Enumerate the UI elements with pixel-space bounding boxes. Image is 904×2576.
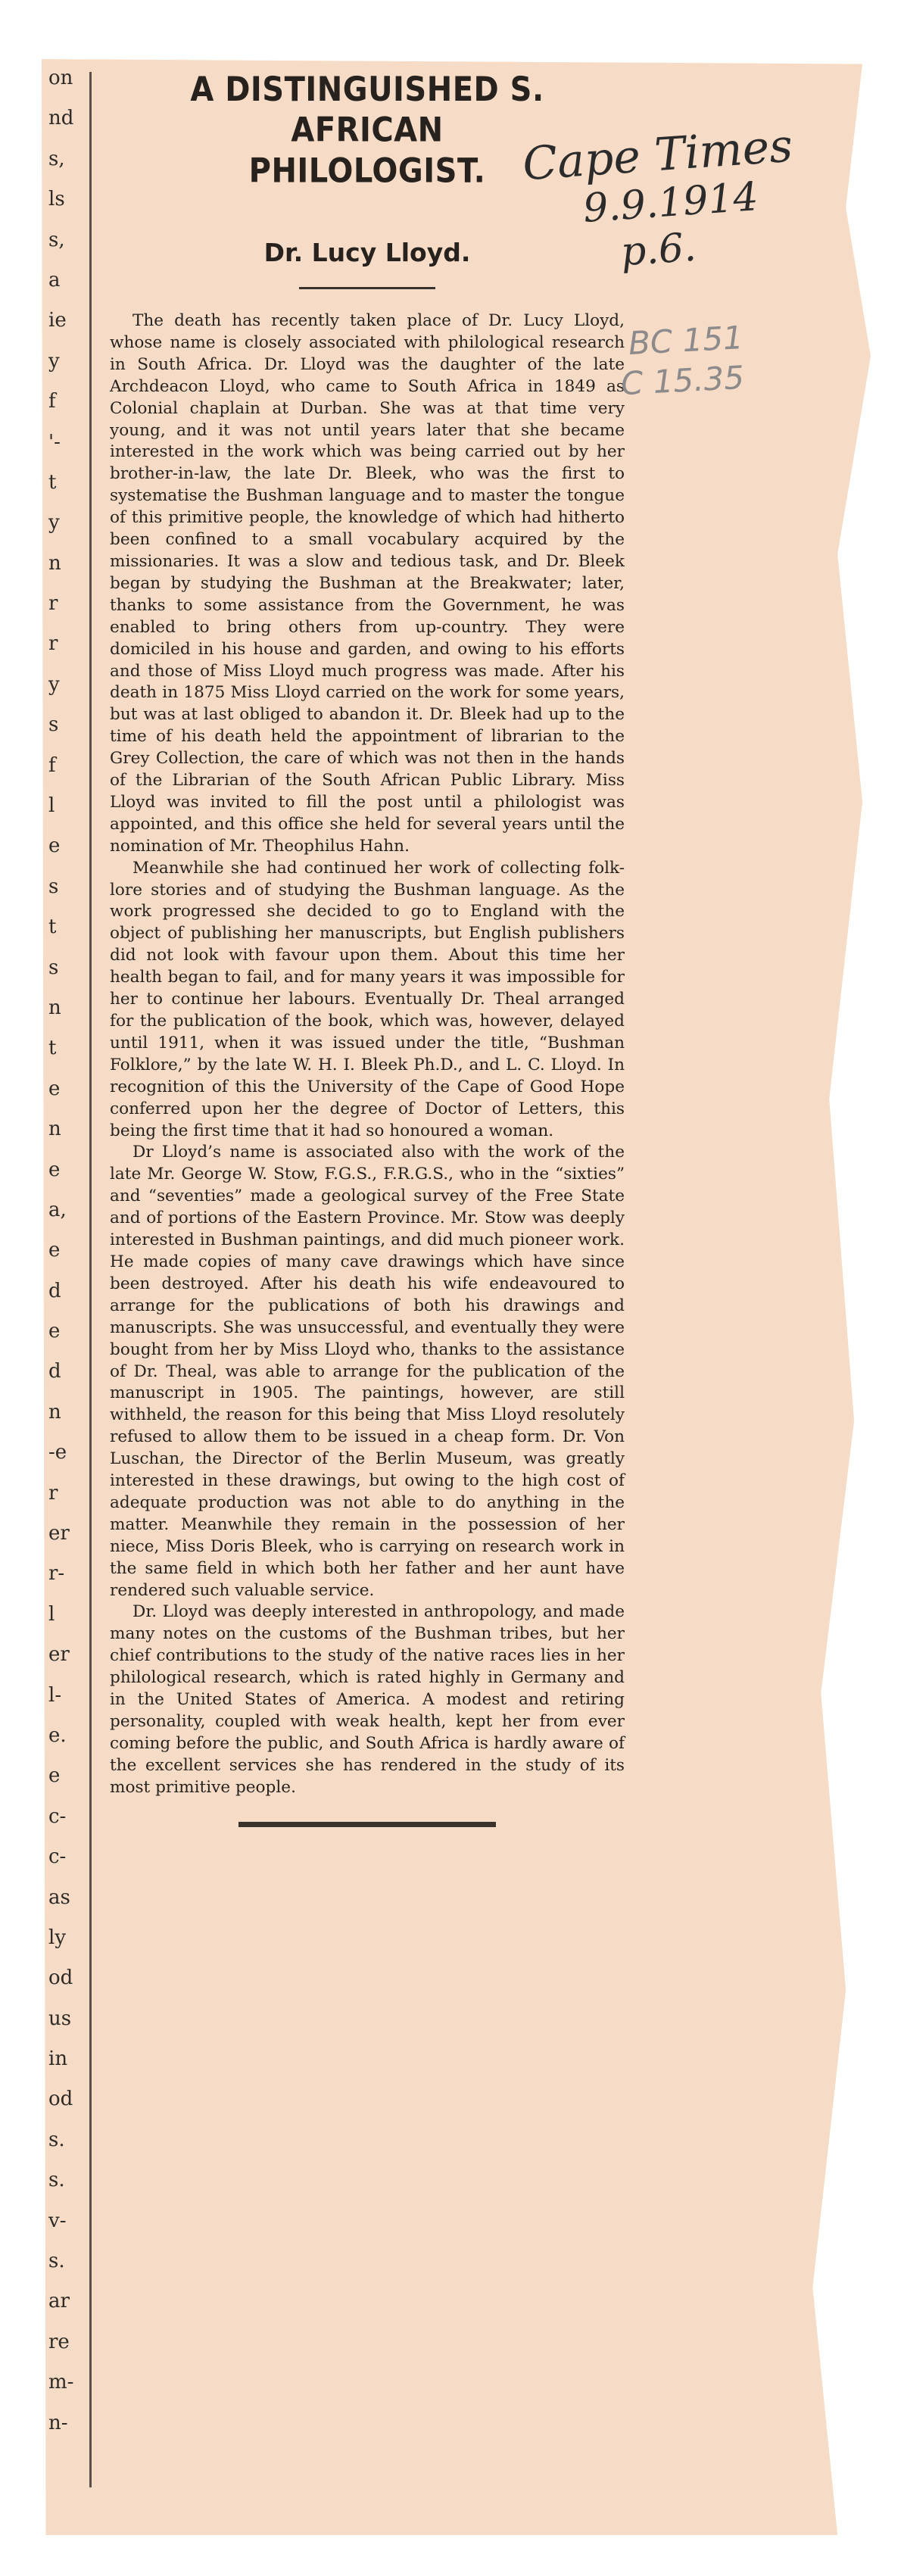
left-column-fragment: l- [48,1683,62,1707]
left-column-fragment: in [48,2047,68,2071]
left-column-fragment: f [48,390,56,413]
left-column-fragment: s. [48,2250,65,2273]
left-column-fragment: e [48,1764,61,1788]
left-column-fragment: n [48,996,61,1019]
left-column-fragment: e [48,1239,61,1262]
left-column-fragment: e [48,1320,61,1343]
left-column-fragment: s [48,956,59,979]
paragraph: Dr Lloyd’s name is associated also with the work of the late Mr. George W. Stow, F.G.S., F.R.G.S., who in the “sixties” and “seventies” made a geological survey of the Free State and of portions of the Eastern Province. Mr. Stow was deeply interested in Bushman paintings, and did much pioneer work. He made copies of many cave drawings which have since been destroyed. After his death his wife endeavoured to arrange for the publications of both his drawings and manuscripts. She was unsuccessful, and eventually they were bought from her by Miss Lloyd who, thanks to the assistance of Dr. Theal, was able to arrange for the publication of the manuscript in 1905. The paintings, however, are still withheld, the reason for this being that Miss Lloyd resolutely refused to allow them to be issued in a cheap form. Dr. Von Luschan, the Director of the Berlin Museum, was greatly interested in these drawings, but owing to the high cost of adequate production was not able to do anything in the matter. Meanwhile they remain in the possession of her niece, Miss Doris Bleek, who is carrying on research work in the same field in which both her father and her aunt have rendered such valuable service. [110,1143,625,1600]
left-column-fragment: a [48,268,61,292]
left-column-fragment: f [48,753,56,777]
left-column-fragment: r [48,592,58,616]
left-column-fragment: d [48,1360,61,1383]
left-column-fragment: a, [48,1198,67,1221]
left-column-fragment: e [48,1077,61,1100]
byline: Dr. Lucy Lloyd. [263,238,471,267]
left-column-fragment: s. [48,2169,65,2192]
left-column-fragment: t [48,470,57,494]
left-column-fragment: ls [48,188,65,211]
byline-rule [299,287,435,289]
left-column-fragment: ar [48,2290,70,2313]
left-column-fragment: l [48,794,55,818]
paragraph: Meanwhile she had continued her work of collecting folk-lore stories and of studying the Bushman language. As the work progressed she decided to go to England with the object of publishing her manuscripts, but English publishers did not look with favour upon them. About this time her health began to fail, and for many years it was impossible for her to continue her labours. Eventually Dr. Theal arranged for the publication of the book, which was, however, delayed until 1911, when it was issued under the title, “Bushman Folklore,” by the late W. H. I. Bleek Ph.D., and L. C. Lloyd. In recognition of this the University of the Cape of Good Hope conferred upon her the degree of Doctor of Letters, this being the first time that it had so honoured a woman. [110,858,625,1140]
pencil-reference-1: BC 151 [627,319,744,362]
left-column-fragment: s, [48,228,65,251]
headline-line-1: A DISTINGUISHED S. AFRICAN [190,70,544,150]
headline-line-2: PHILOLOGIST. [248,151,486,191]
left-column-fragment: n [48,551,61,575]
left-column-fragment: m- [48,2371,74,2394]
left-column-fragment: s [48,713,59,737]
left-column-fragment: as [48,1885,70,1909]
left-column-fragment: nd [48,107,74,130]
left-column-fragment: c- [48,1845,67,1869]
left-column-fragment: us [48,2007,72,2030]
left-column-fragment: t [48,915,57,939]
left-column-fragment: d [48,1279,61,1302]
handwritten-page: p.6. [619,224,698,276]
handwritten-date: 9.9.1914 [581,173,760,232]
end-rule [238,1822,496,1827]
pencil-reference-2: C 15.35 [619,358,746,403]
left-column-fragment: od [48,2088,73,2111]
left-column-fragment: er [48,1643,70,1667]
left-column-fragment: -e [48,1441,67,1464]
left-column-fragment: e. [48,1723,67,1747]
article [110,70,625,1827]
left-column-fragment: od [48,1966,73,1990]
left-column-fragment: c- [48,1804,67,1828]
paragraph: Dr. Lloyd was deeply interested in anthropology, and made many notes on the customs of the Bushman tribes, but her chief contributions to the study of the native races lies in her philological research, which is rated highly in Germany and in the United States of America. A modest and retiring personality, coupled with weak health, kept her from ever coming before the public, and South Africa is hardly aware of the excellent services she has rendered in the study of its most primitive people. [110,1602,625,1797]
left-column-fragment: ie [48,309,67,332]
left-column-fragment: e [48,834,61,858]
left-column-fragment: r [48,1481,58,1505]
left-column-fragment: n- [48,2411,68,2434]
left-column-fragment: t [48,1037,57,1060]
left-column-fragment: r- [48,1562,65,1586]
left-column-fragment: y [48,511,60,535]
left-column-fragment: y [48,672,60,696]
left-column-fragment: s, [48,147,65,170]
left-column-fragment: er [48,1522,70,1545]
left-column-fragments [45,59,85,2482]
left-column-fragment: y [48,349,60,373]
left-column-fragment: r [48,632,58,656]
left-column-fragment: '- [48,430,61,454]
left-column-fragment: n [48,1118,61,1141]
left-column-fragment: on [48,67,73,89]
left-column-fragment: re [48,2330,70,2353]
paragraph: The death has recently taken place of Dr. Lucy Lloyd, whose name is closely associated with philological research in South Africa. Dr. Lloyd was the daughter of the late Archdeacon Lloyd, who came to South Africa in 1849 as Colonial chaplain at Durban. She was at that time very young, and it was not until years later that she became interested in the work which was being carried out by her brother-in-law, the late Dr. Bleek, who was the first to systematise the Bushman language and to master the tongue of this primitive people, the knowledge of which had hitherto been confined to a small vocabulary acquired by the missionaries. It was a slow and tedious task, and Dr. Bleek began by studying the Bushman at the Breakwater; later, thanks to some assistance from the Government, he was enabled to bring others from up-country. They were domiciled in his house and garden, and owing to his efforts and those of Miss Lloyd much progress was made. After his death in 1875 Miss Lloyd carried on the work for some years, but was at last obliged to abandon it. Dr. Bleek had up to the time of his death held the appointment of librarian to the Grey Collection, the care of which was not then in the hands of the Librarian of the South African Public Library. Miss Lloyd was invited to fill the post until a philologist was appointed, and this office she held for several years until the nomination of Mr. Theophilus Hahn. [110,311,625,856]
left-column-fragment: s. [48,2128,65,2151]
left-column-fragment: l [48,1602,55,1626]
left-column-fragment: s [48,875,59,898]
left-column-fragment: n [48,1400,61,1424]
left-column-fragment: ly [48,1926,67,1949]
left-column-fragment: v- [48,2209,67,2232]
handwritten-source: Cape Times [520,119,795,192]
column-divider [89,72,92,2487]
article-body [110,310,625,1799]
left-column-fragment: e [48,1158,61,1181]
